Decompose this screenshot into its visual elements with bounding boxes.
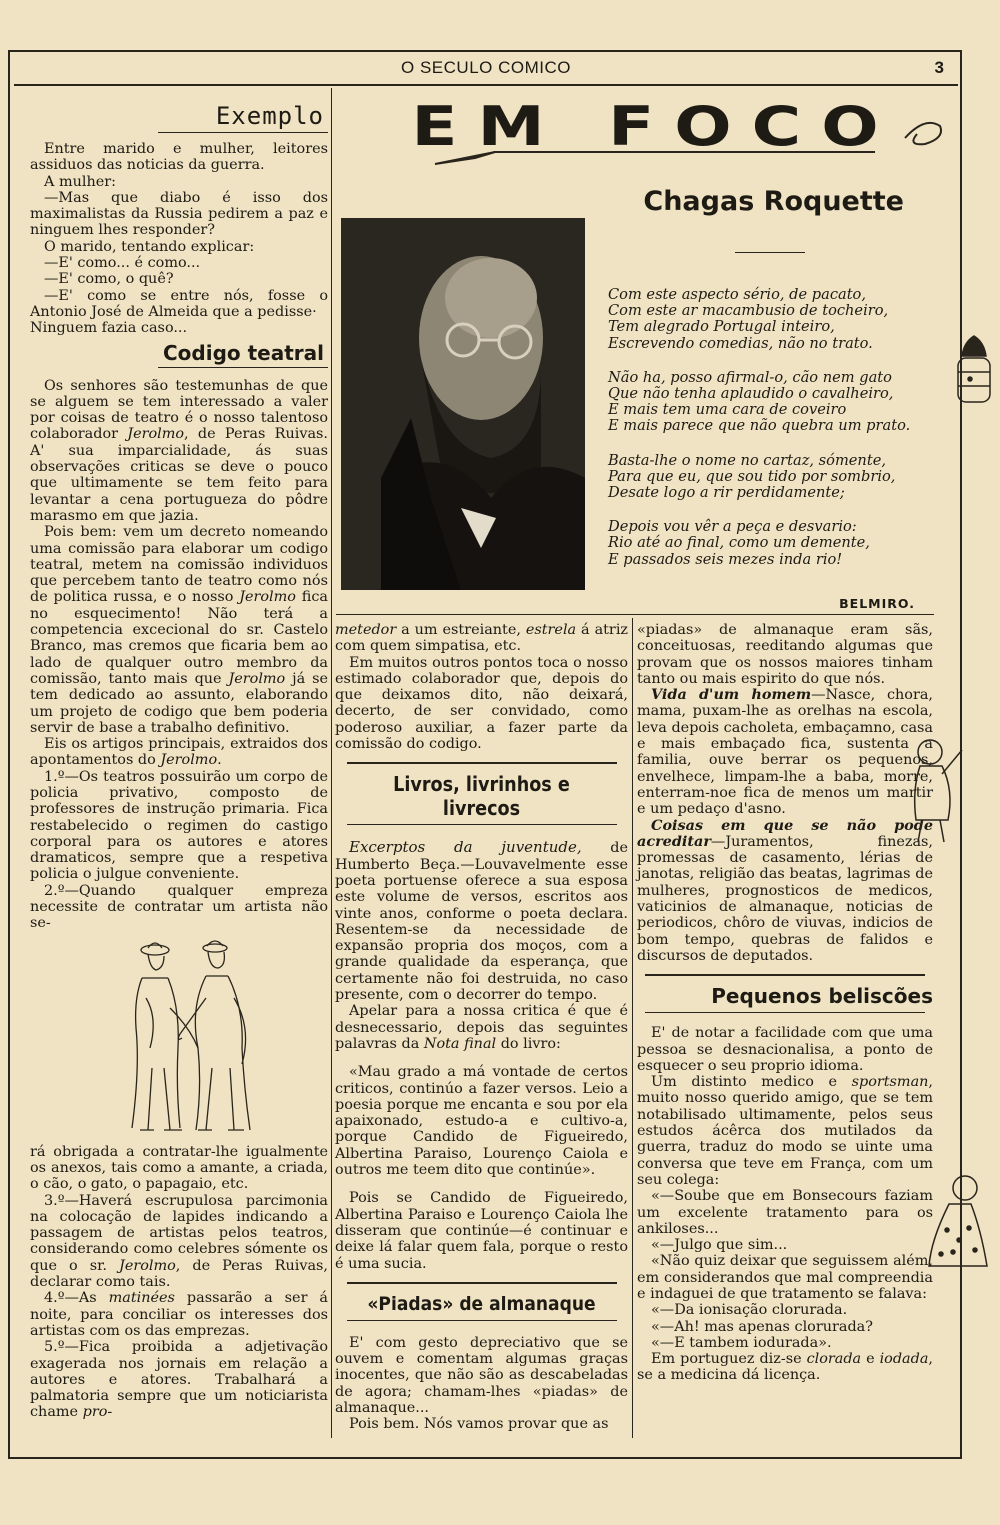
pequenos-paragraph: E' de notar a facilidade com que uma pessoa se desnacionalisa, a ponto de esquecer o seu proprio idioma.: [637, 1025, 933, 1074]
exemplo-paragraph: Ninguem fazia caso...: [30, 320, 188, 337]
poem-signature: BELMIRO.: [839, 596, 915, 611]
section-divider: [347, 762, 617, 764]
pequenos-paragraph: Um distinto medico e sportsman, muito nosso querido amigo, que se tem notabilisado ultimamente, pelos seus estudos ácêrca dos mutilados da guerra, traduz do modo se uinte uma conversa que teve em França, com um seu colega:: [637, 1074, 933, 1188]
poem-line: Tem alegrado Portugal inteiro,: [608, 318, 835, 336]
pequenos-paragraph: «—E tambem iodurada».: [651, 1334, 832, 1351]
poem-line: Que não tenha aplaudido o cavalheiro,: [608, 385, 894, 403]
section-divider: [347, 1282, 617, 1284]
pequenos-paragraph: «—Da ionisação clorurada.: [651, 1302, 848, 1319]
exemplo-paragraph: O marido, tentando explicar:: [44, 238, 255, 255]
poem-stanza: [608, 287, 938, 352]
illustration-two-men: [30, 938, 328, 1140]
livros-paragraph: Excerptos da juventude, de Humberto Beça.—Louvavelmente esse poeta portuense oferece a sua esposa este volume de versos, escritos aos vinte anos, conforme o poeta declara. Resentem-se da necessidade de expansão propria dos moços, com a grande qualidade da esperança, que certamente não foi destruida, no caso presente, com o decorrer do tempo.: [335, 838, 628, 1004]
pequenos-beliscoes-title: Pequenos beliscões: [711, 984, 933, 1009]
poem-line: Para que eu, que sou tido por sombrio,: [608, 467, 896, 485]
exemplo-paragraph: —E' como... é como...: [44, 255, 201, 272]
poem: [608, 287, 938, 568]
page-header: [14, 58, 958, 86]
pequenos-paragraph: «—Ah! mas apenas clorurada?: [651, 1318, 873, 1335]
livros-paragraph: Apelar para a nossa critica é que é desnecessario, depois das seguintes palavras da Nota final do livro:: [335, 1003, 628, 1052]
exemplo-title: Exemplo: [215, 102, 324, 130]
section-divider: [645, 974, 925, 976]
poem-line: Não ha, posso afirmal-o, cão nem gato: [608, 368, 892, 386]
column-rule-middle: [632, 618, 633, 1438]
em-foco-name: Chagas Roquette: [643, 186, 904, 217]
livros-title-rule: [347, 824, 617, 825]
codigo-continued: metedor a um estreiante, estrela á atriz com quem simpatisa, etc.: [335, 622, 628, 655]
poem-line: Basta-lhe o nome no cartaz, sómente,: [608, 451, 886, 469]
piadas-title-rule: [347, 1320, 617, 1321]
article-5: 5.º—Fica proibida a adjetivação exagerada nos jornais em relação a autores e atores. Trabalhará a palmatoria sempre que um noticiarista chame pro-: [30, 1339, 328, 1421]
piadas-paragraph: E' com gesto depreciativo que se ouvem e comentam algumas graças inocentes, que não são as descabeladas de agora; chamam-lhes «piadas» de almanaque...: [335, 1334, 628, 1416]
poem-line: E passados seis mezes inda rio!: [608, 550, 843, 568]
portrait-rule: [336, 614, 934, 615]
piadas-title: «Piadas» de almanaque: [367, 1292, 596, 1315]
pequenos-paragraph: «—Julgo que sim...: [651, 1237, 788, 1254]
column-2: [335, 622, 628, 1433]
portrait-photo: [341, 218, 585, 590]
poem-line: Rio até ao final, como um demente,: [608, 534, 870, 552]
exemplo-paragraph: A mulher:: [44, 173, 116, 190]
codigo-title-rule: [158, 367, 328, 368]
article-3: 3.º—Haverá escrupulosa parcimonia na colocação de lapides indicando a passagem de artistas pelos teatros, considerando como celebres sómente os que o sr. Jerolmo, de Peras Ruivas, declarar como tais.: [30, 1192, 328, 1291]
article-1: 1.º—Os teatros possuirão um corpo de policia privativo, composto de professores de instrução primaria. Fica restabelecido o regimen do castigo corporal para os autores e atores dramaticos, sempre que a respetiva policia o julgue conveniente.: [30, 768, 328, 883]
poem-line: E mais parece que não quebra um prato.: [608, 417, 911, 435]
poem-line: Escrevendo comedias, não no trato.: [608, 334, 873, 352]
pequenos-paragraph: «—Soube que em Bonsecours faziam um excelente tratamento para os ankiloses...: [637, 1188, 933, 1237]
exemplo-paragraph: —E' como, o quê?: [44, 271, 174, 288]
article-4: 4.º—As matinées passarão a ser á noite, para conciliar os interesses dos artistas com os das emprezas.: [30, 1290, 328, 1339]
sketch-figures: [30, 938, 328, 1138]
livros-quote: «Mau grado a má vontade de certos criticos, continúo a fazer versos. Leio a poesia porque me encanta e sou por ela apaixonado, estudo-a e cultivo-a, porque Candido de Figueiredo, Albertina Paraiso, Lourenço Caiola e outros me teem dito que continúe».: [335, 1064, 628, 1179]
pequenos-title-rule: [645, 1012, 925, 1013]
margin-doodle-figure: [950, 332, 998, 412]
codigo-teatral-title: Codigo teatral: [162, 340, 324, 365]
em-foco-title: EM FOCO: [411, 95, 899, 158]
column-1: [30, 102, 328, 1421]
poem-line: Com este ar macambusio de tocheiro,: [608, 302, 889, 320]
poem-line: Com este aspecto sério, de pacato,: [608, 286, 866, 303]
article-2: 2.º—Quando qualquer empreza necessite de contratar um artista não se-: [30, 882, 328, 932]
pequenos-paragraph: «Não quiz deixar que seguissem além, em considerandos que mal compreendia e indaguei de que tratamento se falava:: [637, 1253, 933, 1302]
poem-stanza: [608, 453, 938, 502]
article-2-continued: rá obrigada a contratar-lhe igualmente os anexos, tais como a amante, a criada, o cão, o gato, o papagaio, etc.: [30, 1143, 328, 1193]
coisas-paragraph: Coisas em que se não pode acreditar—Juramentos, finezas, promessas de casamento, lérias de janotas, religião das beatas, lagrimas de mulheres, prognosticos de medicos, vaticinios de almanaque, noticias de periodicos, chôro de viuvas, indicios de bom tempo, quebras de falidos e discursos de deputados.: [637, 816, 933, 964]
codigo-paragraph: Eis os artigos principais, extraidos dos apontamentos do Jerolmo.: [30, 736, 328, 769]
portrait-illustration: [341, 218, 585, 590]
codigo-paragraph: Os senhores são testemunhas de que se alguem se tem interessado a valer por coisas de teatro é o nosso talentoso colaborador Jerolmo, de Peras Ruivas. A' sua imparcialidade, ás suas observações criticas se deve o pouco que ultimamente se tem feito para levantar a cena portugueza do pôdre marasmo em que jazia.: [30, 377, 328, 524]
exemplo-title-rule: [158, 132, 328, 133]
title-flourish: [425, 108, 945, 168]
livros-title: Livros, livrinhos e livrecos: [393, 772, 570, 821]
livros-paragraph: Pois se Candido de Figueiredo, Albertina Paraiso e Lourenço Caiola lhe disseram que continúe—é continuar e deixe lá falar quem fala, porque o resto é uma sucia.: [335, 1190, 628, 1272]
codigo-paragraph: Pois bem: vem um decreto nomeando uma comissão para elaborar um codigo teatral, metem na comissão individuos que percebem tanto de teatro como nós de politica russa, e o nosso Jerolmo fica no esquecimento! Não terá a competencia excecional do sr. Castelo Branco, mas cremos que ficaria bem ao lado de qualquer outro membro da comissão, tanto mais que Jerolmo já se tem dedicado ao assunto, elaborando um projeto de codigo que bem poderia servir de base a trabalho definitivo.: [30, 524, 328, 736]
pequenos-paragraph: Em portuguez diz-se clorada e iodada, se a medicina dá licença.: [637, 1351, 933, 1384]
newspaper-title: O SECULO COMICO: [401, 58, 571, 77]
exemplo-paragraph: Entre marido e mulher, leitores assiduos das noticias da guerra.: [30, 141, 328, 174]
margin-doodle-child: [908, 730, 968, 850]
piadas-continued: «piadas» de almanaque eram sãs, conceituosas, reeditando algumas que provam que os nossos maiores tinham tanto ou mais espirito do que nós.: [637, 622, 933, 687]
poem-stanza: [608, 370, 938, 435]
poem-line: Depois vou vêr a peça e desvario:: [608, 518, 857, 536]
poem-stanza: [608, 519, 938, 568]
page-number: 3: [934, 58, 944, 77]
exemplo-paragraph: —Mas que diabo é isso dos maximalistas da Russia pedirem a paz e ninguem lhes responder?: [30, 189, 328, 239]
codigo-continued: Em muitos outros pontos toca o nosso estimado colaborador que, depois do que deixamos dito, não deixará, decerto, de ser convidado, como poderoso auxiliar, a fazer parte da comissão do codigo.: [335, 654, 628, 753]
poem-line: Desate logo a rir perdidamente;: [608, 484, 845, 502]
exemplo-paragraph: —E' como se entre nós, fosse o Antonio José de Almeida que a pedisse·: [30, 287, 328, 320]
name-rule: [735, 252, 805, 253]
vida-paragraph: Vida d'um homem—Nasce, chora, mama, puxam-lhe as orelhas na escola, leva depois cacholeta, embaçamno, casa e mais embaçado fica, sustenta a familia, ouve berrar os pequenos, envelhece, limpam-lhe a baba, morre, enterram-noe fica de menos um martir e um pedaço d'asno.: [637, 686, 933, 818]
column-rule-left: [331, 88, 332, 1438]
margin-doodle-doll: [925, 1170, 995, 1280]
piadas-paragraph: Pois bem. Nós vamos provar que as: [349, 1416, 609, 1433]
poem-line: E mais tem uma cara de coveiro: [608, 401, 847, 419]
column-3: [637, 622, 933, 1384]
